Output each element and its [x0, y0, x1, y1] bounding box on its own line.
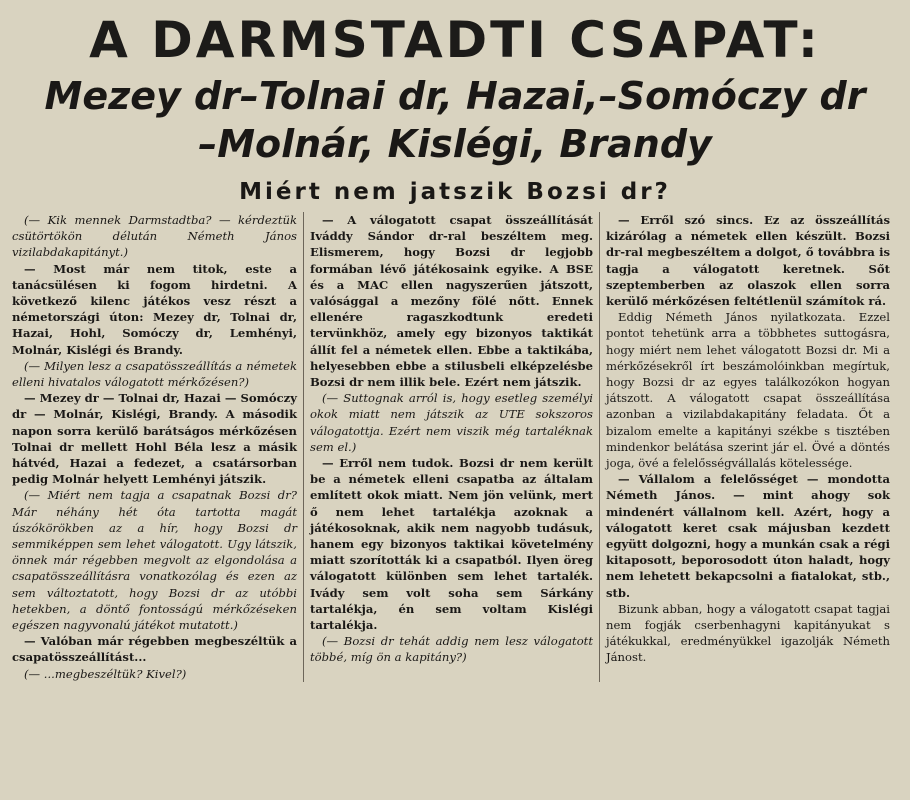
paragraph: (— ...megbeszéltük? Kivel?): [24, 666, 187, 681]
column-1: [8, 212, 304, 682]
subhead-line-1: Mezey dr–Tolnai dr, Hazai,–Somóczy dr: [44, 74, 866, 118]
paragraph: (— Bozsi dr tehát addig nem lesz válogatott többé, míg ön a kapitány?): [310, 634, 593, 665]
column-3: [600, 212, 896, 682]
paragraph: Bizunk abban, hogy a válogatott csapat tagjai nem fogják cserbenhagyni kapitányukat s játékukkal, eredményükkel igazolják Németh Jánost.: [606, 601, 890, 665]
paragraph: — A válogatott csapat összeállítását Iváddy Sándor dr-ral beszéltem meg. Elismerem, hogy Bozsi dr legjobb formában lévő játékosaink egyike. A BSE és a MAC ellen nagyszerűen játszott, valósággal a mezőny fölé nőtt. Ennek ellenére ragaszkodtunk eredeti tervünkhöz, amely egy bizonyos taktikát állít fel a németek ellen. Ebbe a taktikába, helyesebben ebbe a stilusbeli elképzelésbe Bozsi dr nem illik bele. Ezért nem játszik.: [310, 213, 593, 390]
paragraph: — Mezey dr — Tolnai dr, Hazai — Somóczy dr — Molnár, Kislégi, Brandy. A második napon sorra kerülő barátságos mérkőzésen Tolnai dr mellett Hohl Béla lesz a másik hátvéd, Hazai a fedezet, a csatársorban pedig Molnár helyett Lemhényi játszik.: [12, 391, 297, 487]
paragraph: (— Miért nem tagja a csapatnak Bozsi dr? Már néhány hét óta tartotta magát úszókörökben az a hír, hogy Bozsi dr semmiképpen sem lehet válogatott. Ugy látszik, önnek már régebben megvolt az elgondolása a csapatösszeállításra vonatkozólag és ezen az sem változtatott, hogy Bozsi dr az utóbbi hetekben, a döntő fontosságú mérkőzéseken egészen nagyvonalú játékot mutatott.): [12, 488, 297, 633]
paragraph: (— Kik mennek Darmstadtba? — kérdeztük csütörtökön délután Németh János vizilabdakapitányt.): [12, 213, 297, 260]
paragraph: — Erről nem tudok. Bozsi dr nem került be a németek elleni csapatba az általam említett okok miatt. Nem jön velünk, mert ő nem lehet tartalékja azoknak a játékosoknak, akik nem nagyobb tudásuk, hanem egy bizonyos taktikai követelmény miatt szorították ki a csapatból. Ilyen öreg válogatott különben sem lehet tartalék. Ivády sem volt soha sem Sárkány tartalékja, én sem voltam Kislégi tartalékja.: [310, 456, 593, 633]
paragraph: (— Suttognak arról is, hogy esetleg személyi okok miatt nem játszik az UTE sokszoros válogatottja. Ezért nem viszik még tartaléknak sem el.): [310, 391, 593, 454]
paragraph: — Erről szó sincs. Ez az összeállítás kizárólag a németek ellen készült. Bozsi dr-ral megbeszéltem a dolgot, ő továbbra is tagja a válogatott keretnek. Sőt szeptemberben az olaszok ellen sorra kerülő mérkőzésen feltétlenül számítok rá.: [606, 213, 890, 309]
paragraph: — Most már nem titok, este a tanácsülésen ki fogom hirdetni. A következő kilenc játékos vesz részt a németországi úton: Mezey dr, Tolnai dr, Hazai, Hohl, Somóczy dr, Lemhényi, Molnár, Kislégi és Brandy.: [12, 261, 297, 357]
paragraph: — Valóban már régebben megbeszéltük a csapatösszeállítást...: [12, 634, 297, 665]
article-columns: [8, 212, 902, 682]
paragraph: — Vállalom a felelősséget — mondotta Németh János. — mint ahogy sok mindenért vállalnom kell. Azért, hogy a válogatott keret csak májusban kezdett együtt dolgozni, hogy a munkán csak a régi kitaposott, beporosodott úton haladt, hogy nem lehetett bekapcsolni a fiatalokat, stb., stb.: [606, 472, 890, 600]
paragraph: Eddig Németh János nyilatkozata. Ezzel pontot tehetünk arra a többhetes suttogásra, hogy miért nem lehet válogatott Bozsi dr. Mi a mérkőzésekről írt beszámolóinkban megírtuk, hogy Bozsi dr az egyes találkozókon hogyan játszott. A válogatott csapat összeállítása azonban a vizilabdakapitány feladata. Őt a bizalom emelte a kapitányi székbe s tisztében mindenkor belátása szerint jár el. Övé a döntés joga, övé a felelősségvállalás kötelessége.: [606, 310, 890, 471]
kicker: Miért nem jatszik Bozsi dr?: [239, 179, 671, 205]
column-2: [304, 212, 600, 682]
headline: A DARMSTADTI CSAPAT:: [89, 11, 821, 69]
subhead-line-2: –Molnár, Kislégi, Brandy: [198, 122, 712, 166]
paragraph: (— Milyen lesz a csapatösszeállítás a németek elleni hivatalos válogatott mérkőzésen?): [12, 358, 297, 390]
